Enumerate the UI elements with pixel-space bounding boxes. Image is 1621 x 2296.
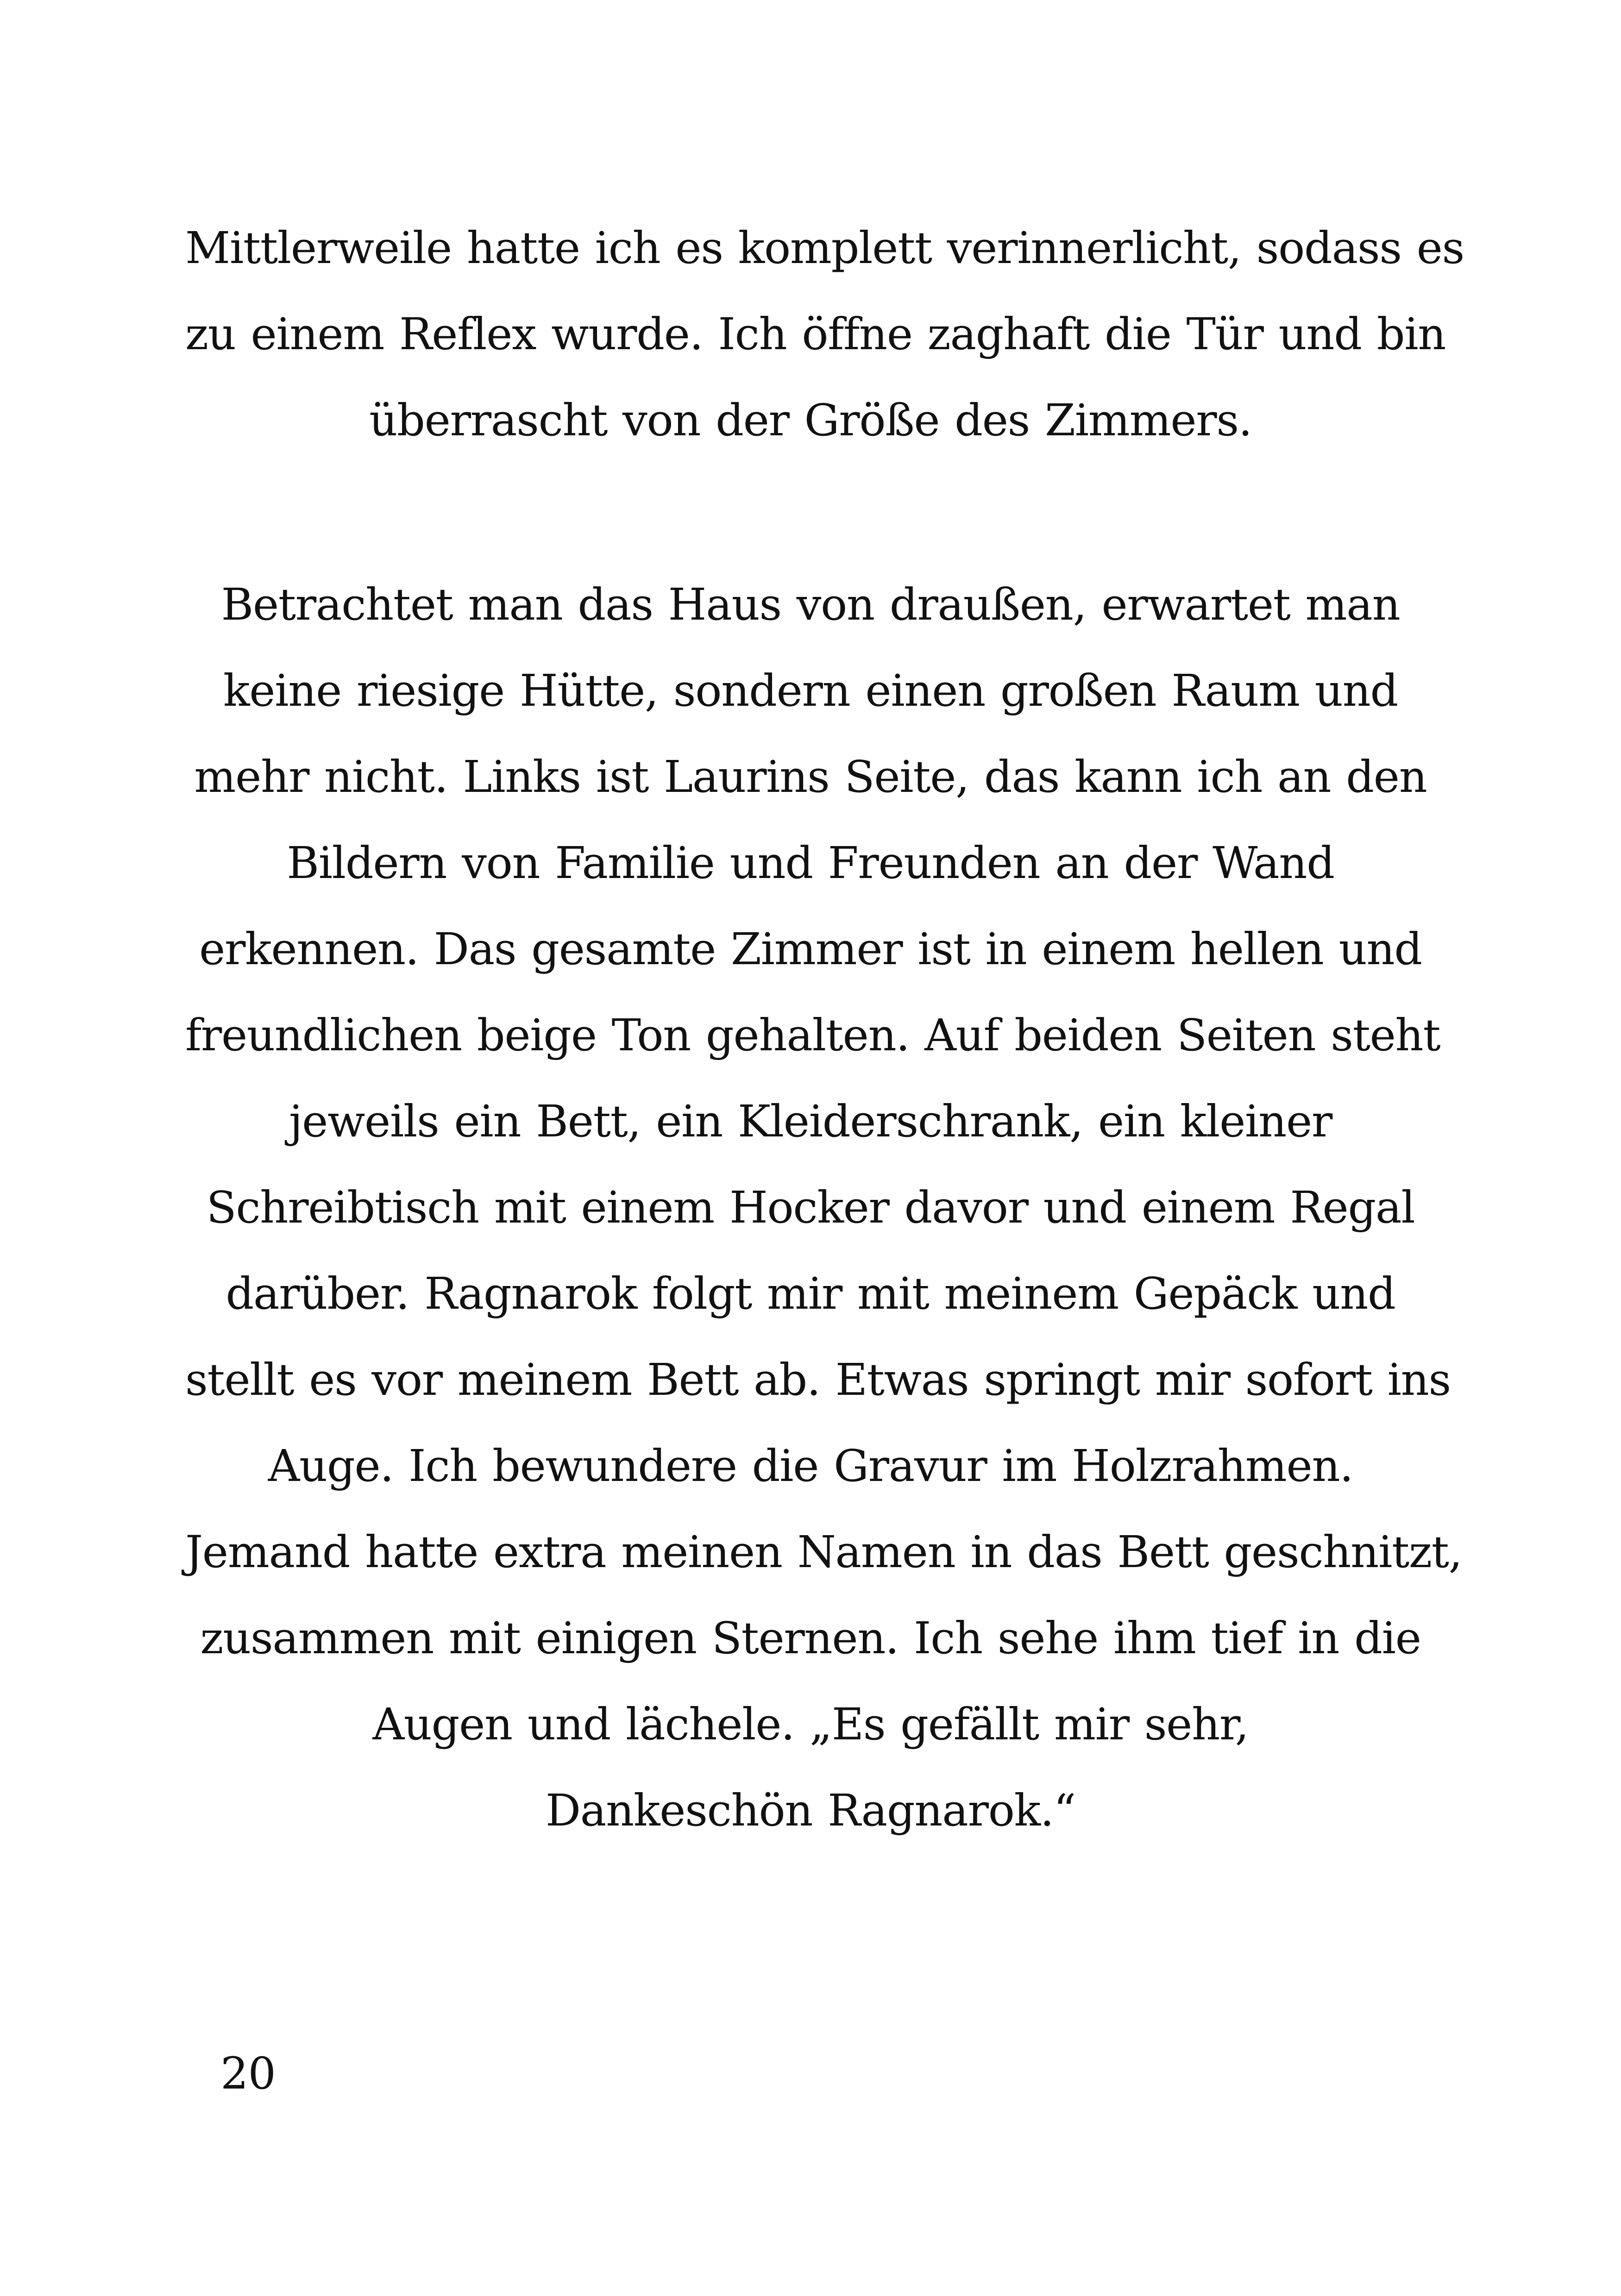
text-line: stellt es vor meinem Bett ab. Etwas springt mir sofort ins — [185, 1355, 1451, 1405]
page-number: 20 — [220, 2048, 276, 2099]
text-line: überrascht von der Größe des Zimmers. — [369, 395, 1252, 446]
text-line: Betrachtet man das Haus von draußen, erwartet man — [221, 579, 1400, 630]
paragraph-1 — [185, 205, 1464, 464]
text-line: keine riesige Hütte, sondern einen großen Raum und — [223, 665, 1398, 716]
text-line: darüber. Ragnarok folgt mir mit meinem Gepäck und — [226, 1268, 1395, 1319]
text-line: Dankeschön Ragnarok.“ — [545, 1785, 1076, 1836]
text-line: erkennen. Das gesamte Zimmer ist in einem hellen und — [199, 924, 1422, 975]
paragraph-2 — [185, 562, 1462, 1854]
text-line: Mittlerweile hatte ich es komplett verinnerlicht, sodass es — [185, 223, 1464, 274]
text-line: Augen und lächele. „Es gefällt mir sehr, — [372, 1699, 1249, 1750]
text-line: Jemand hatte extra meinen Namen in das Bett geschnitzt, — [185, 1527, 1462, 1578]
text-line: zusammen mit einigen Sternen. Ich sehe ihm tief in die — [200, 1613, 1421, 1664]
text-line: Schreibtisch mit einem Hocker davor und einem Regal — [206, 1182, 1415, 1233]
text-line: Auge. Ich bewundere die Gravur im Holzrahmen. — [268, 1441, 1353, 1492]
text-line: freundlichen beige Ton gehalten. Auf beiden Seiten steht — [185, 1010, 1440, 1061]
text-line: mehr nicht. Links ist Laurins Seite, das kann ich an den — [194, 752, 1427, 803]
text-line: Bildern von Familie und Freunden an der Wand — [287, 838, 1334, 889]
text-line: zu einem Reflex wurde. Ich öffne zaghaft die Tür und bin — [185, 309, 1446, 360]
text-line: jeweils ein Bett, ein Kleiderschrank, ein kleiner — [289, 1096, 1332, 1147]
